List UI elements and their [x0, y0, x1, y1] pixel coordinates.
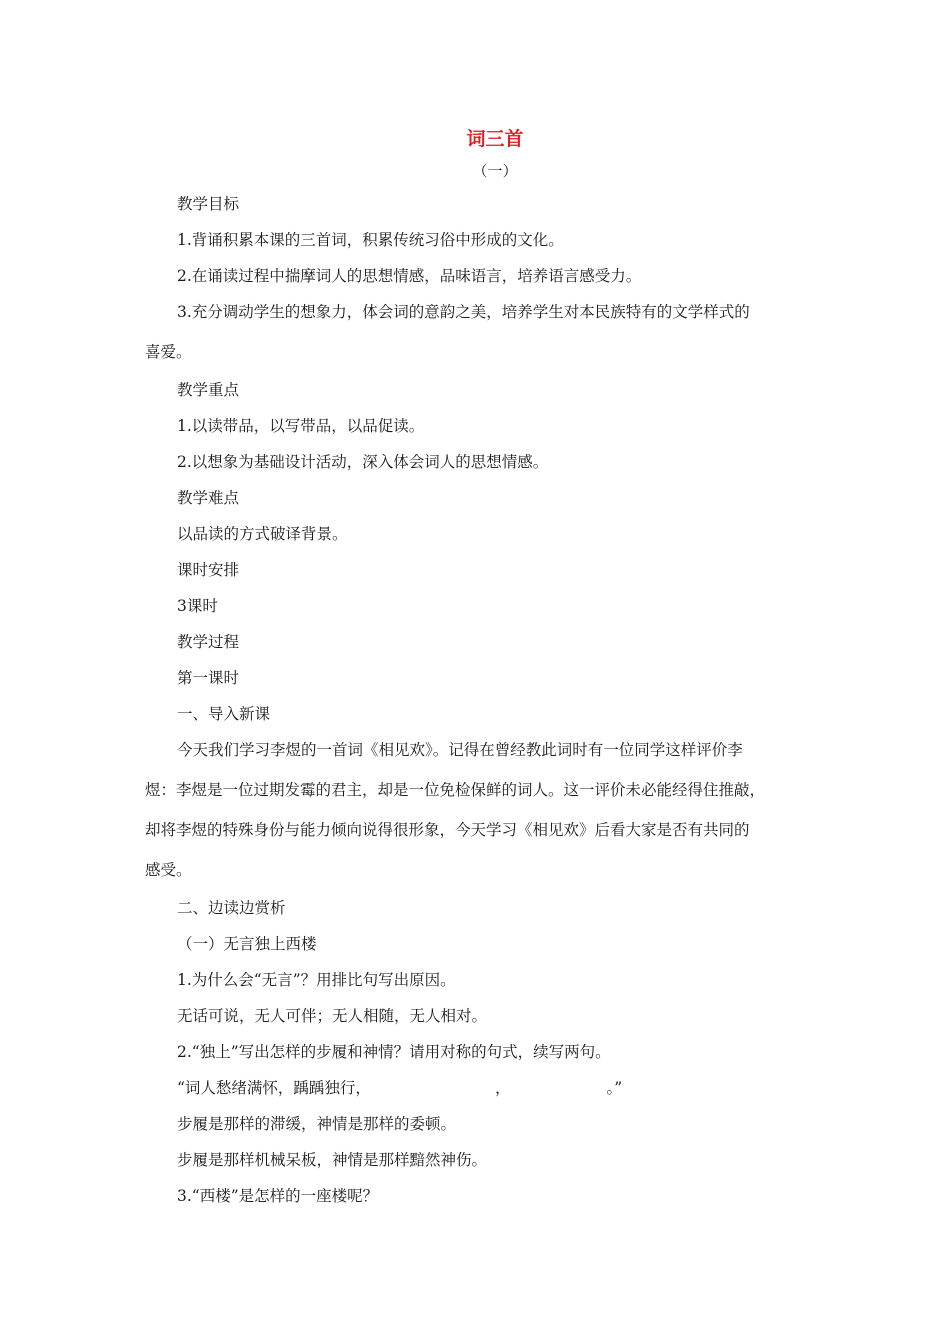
paragraph: 3.“西楼”是怎样的一座楼呢？ — [177, 1187, 379, 1205]
paragraph: 无话可说，无人可伴；无人相随，无人相对。 — [177, 1007, 488, 1025]
paragraph: 步履是那样机械呆板，神情是那样黯然神伤。 — [177, 1151, 488, 1169]
section-heading: 教学目标 — [177, 195, 240, 213]
section-heading: 课时安排 — [177, 561, 240, 579]
section-heading: 第一课时 — [177, 669, 240, 687]
section-heading: 一、导入新课 — [177, 705, 271, 723]
section-heading: （一）无言独上西楼 — [177, 935, 317, 953]
page-subtitle: （一） — [472, 162, 518, 180]
fill-line-end: 。” — [606, 1079, 623, 1097]
paragraph: 3课时 — [177, 597, 218, 615]
paragraph: 2.“独上”写出怎样的步履和神情？请用对称的句式，续写两句。 — [177, 1043, 611, 1061]
paragraph: 喜爱。 — [145, 343, 192, 361]
section-heading: 教学重点 — [177, 381, 240, 399]
page-title: 词三首 — [466, 128, 524, 150]
fill-line-text: “词人愁绪满怀，踽踽独行， — [177, 1079, 371, 1097]
paragraph: 却将李煜的特殊身份与能力倾向说得很形象，今天学习《相见欢》后看大家是否有共同的 — [145, 821, 750, 839]
section-heading: 教学过程 — [177, 633, 240, 651]
paragraph: 煜：李煜是一位过期发霉的君主，却是一位免检保鲜的词人。这一评价未必能经得住推敲， — [145, 781, 766, 799]
section-heading: 教学难点 — [177, 489, 240, 507]
paragraph: 步履是那样的滞缓，神情是那样的委顿。 — [177, 1115, 457, 1133]
fill-line-comma: ， — [494, 1079, 511, 1097]
section-heading: 二、边读边赏析 — [177, 899, 286, 917]
paragraph: 1.背诵积累本课的三首词，积累传统习俗中形成的文化。 — [177, 231, 564, 249]
paragraph: 今天我们学习李煜的一首词《相见欢》。记得在曾经教此词时有一位同学这样评价李 — [177, 741, 743, 759]
paragraph: 3.充分调动学生的想象力，体会词的意韵之美，培养学生对本民族特有的文学样式的 — [177, 303, 750, 321]
fill-in-blank-line — [177, 1078, 622, 1098]
paragraph: 2.在诵读过程中揣摩词人的思想情感，品味语言，培养语言感受力。 — [177, 267, 642, 285]
paragraph: 2.以想象为基础设计活动，深入体会词人的思想情感。 — [177, 453, 549, 471]
paragraph: 以品读的方式破译背景。 — [177, 525, 348, 543]
paragraph: 1.为什么会“无言”？用排比句写出原因。 — [177, 971, 456, 989]
paragraph: 感受。 — [145, 861, 192, 879]
paragraph: 1.以读带品，以写带品，以品促读。 — [177, 417, 425, 435]
